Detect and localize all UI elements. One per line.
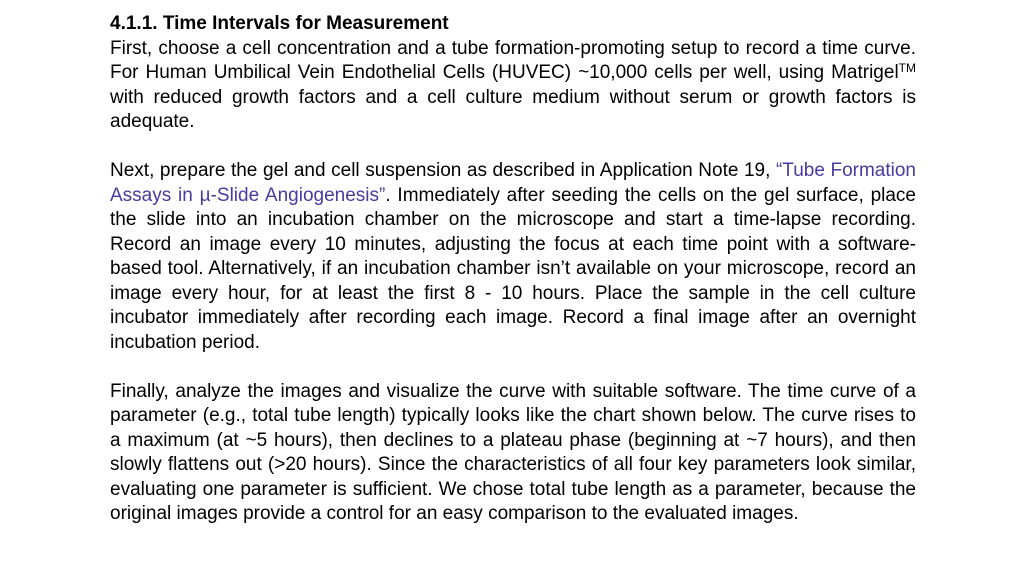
paragraph-spacer [110,355,916,380]
paragraph-2-text-start: Next, prepare the gel and cell suspension as described in Application Note 19, [110,160,776,181]
paragraph-1-text-start: First, choose a cell concentration and a tube formation-promoting setup to record a time curve. For Human Umbilical Vein Endothelial Cells (HUVEC) ~10,000 cells per well, using Matrigel [110,37,916,83]
application-note-link[interactable]: “Tube Formation Assays in µ-Slide Angiogenesis” [110,160,916,206]
paragraph-spacer [110,135,916,160]
paragraph-time-curve-setup [110,37,916,135]
section-heading: 4.1.1. Time Intervals for Measurement [110,13,449,34]
trademark-superscript: TM [898,61,916,75]
document-page [110,12,916,527]
paragraph-analysis: Finally, analyze the images and visualize the curve with suitable software. The time curve of a parameter (e.g., total tube length) typically looks like the chart shown below. The curve rises to a maximum (at ~5 hours), then declines to a plateau phase (beginning at ~7 hours), and then slowly flattens out (>20 hours). Since the characteristics of all four key parameters look similar, evaluating one parameter is sufficient. We chose total tube length as a parameter, because the original images provide a control for an easy comparison to the evaluated images. [110,380,916,524]
paragraph-recording-procedure [110,159,916,355]
paragraph-1-text-end: with reduced growth factors and a cell culture medium without serum or growth factors is adequate. [110,86,916,132]
paragraph-2-text-end: . Immediately after seeding the cells on the gel surface, place the slide into an incubation chamber on the microscope and start a time-lapse recording. Record an image every 10 minutes, adjusting the focus at each time point with a software-based tool. Alternatively, if an incubation chamber isn’t available on your microscope, record an image every hour, for at least the first 8 - 10 hours. Place the sample in the cell culture incubator immediately after recording each image. Record a final image after an overnight incubation period. [110,184,917,353]
